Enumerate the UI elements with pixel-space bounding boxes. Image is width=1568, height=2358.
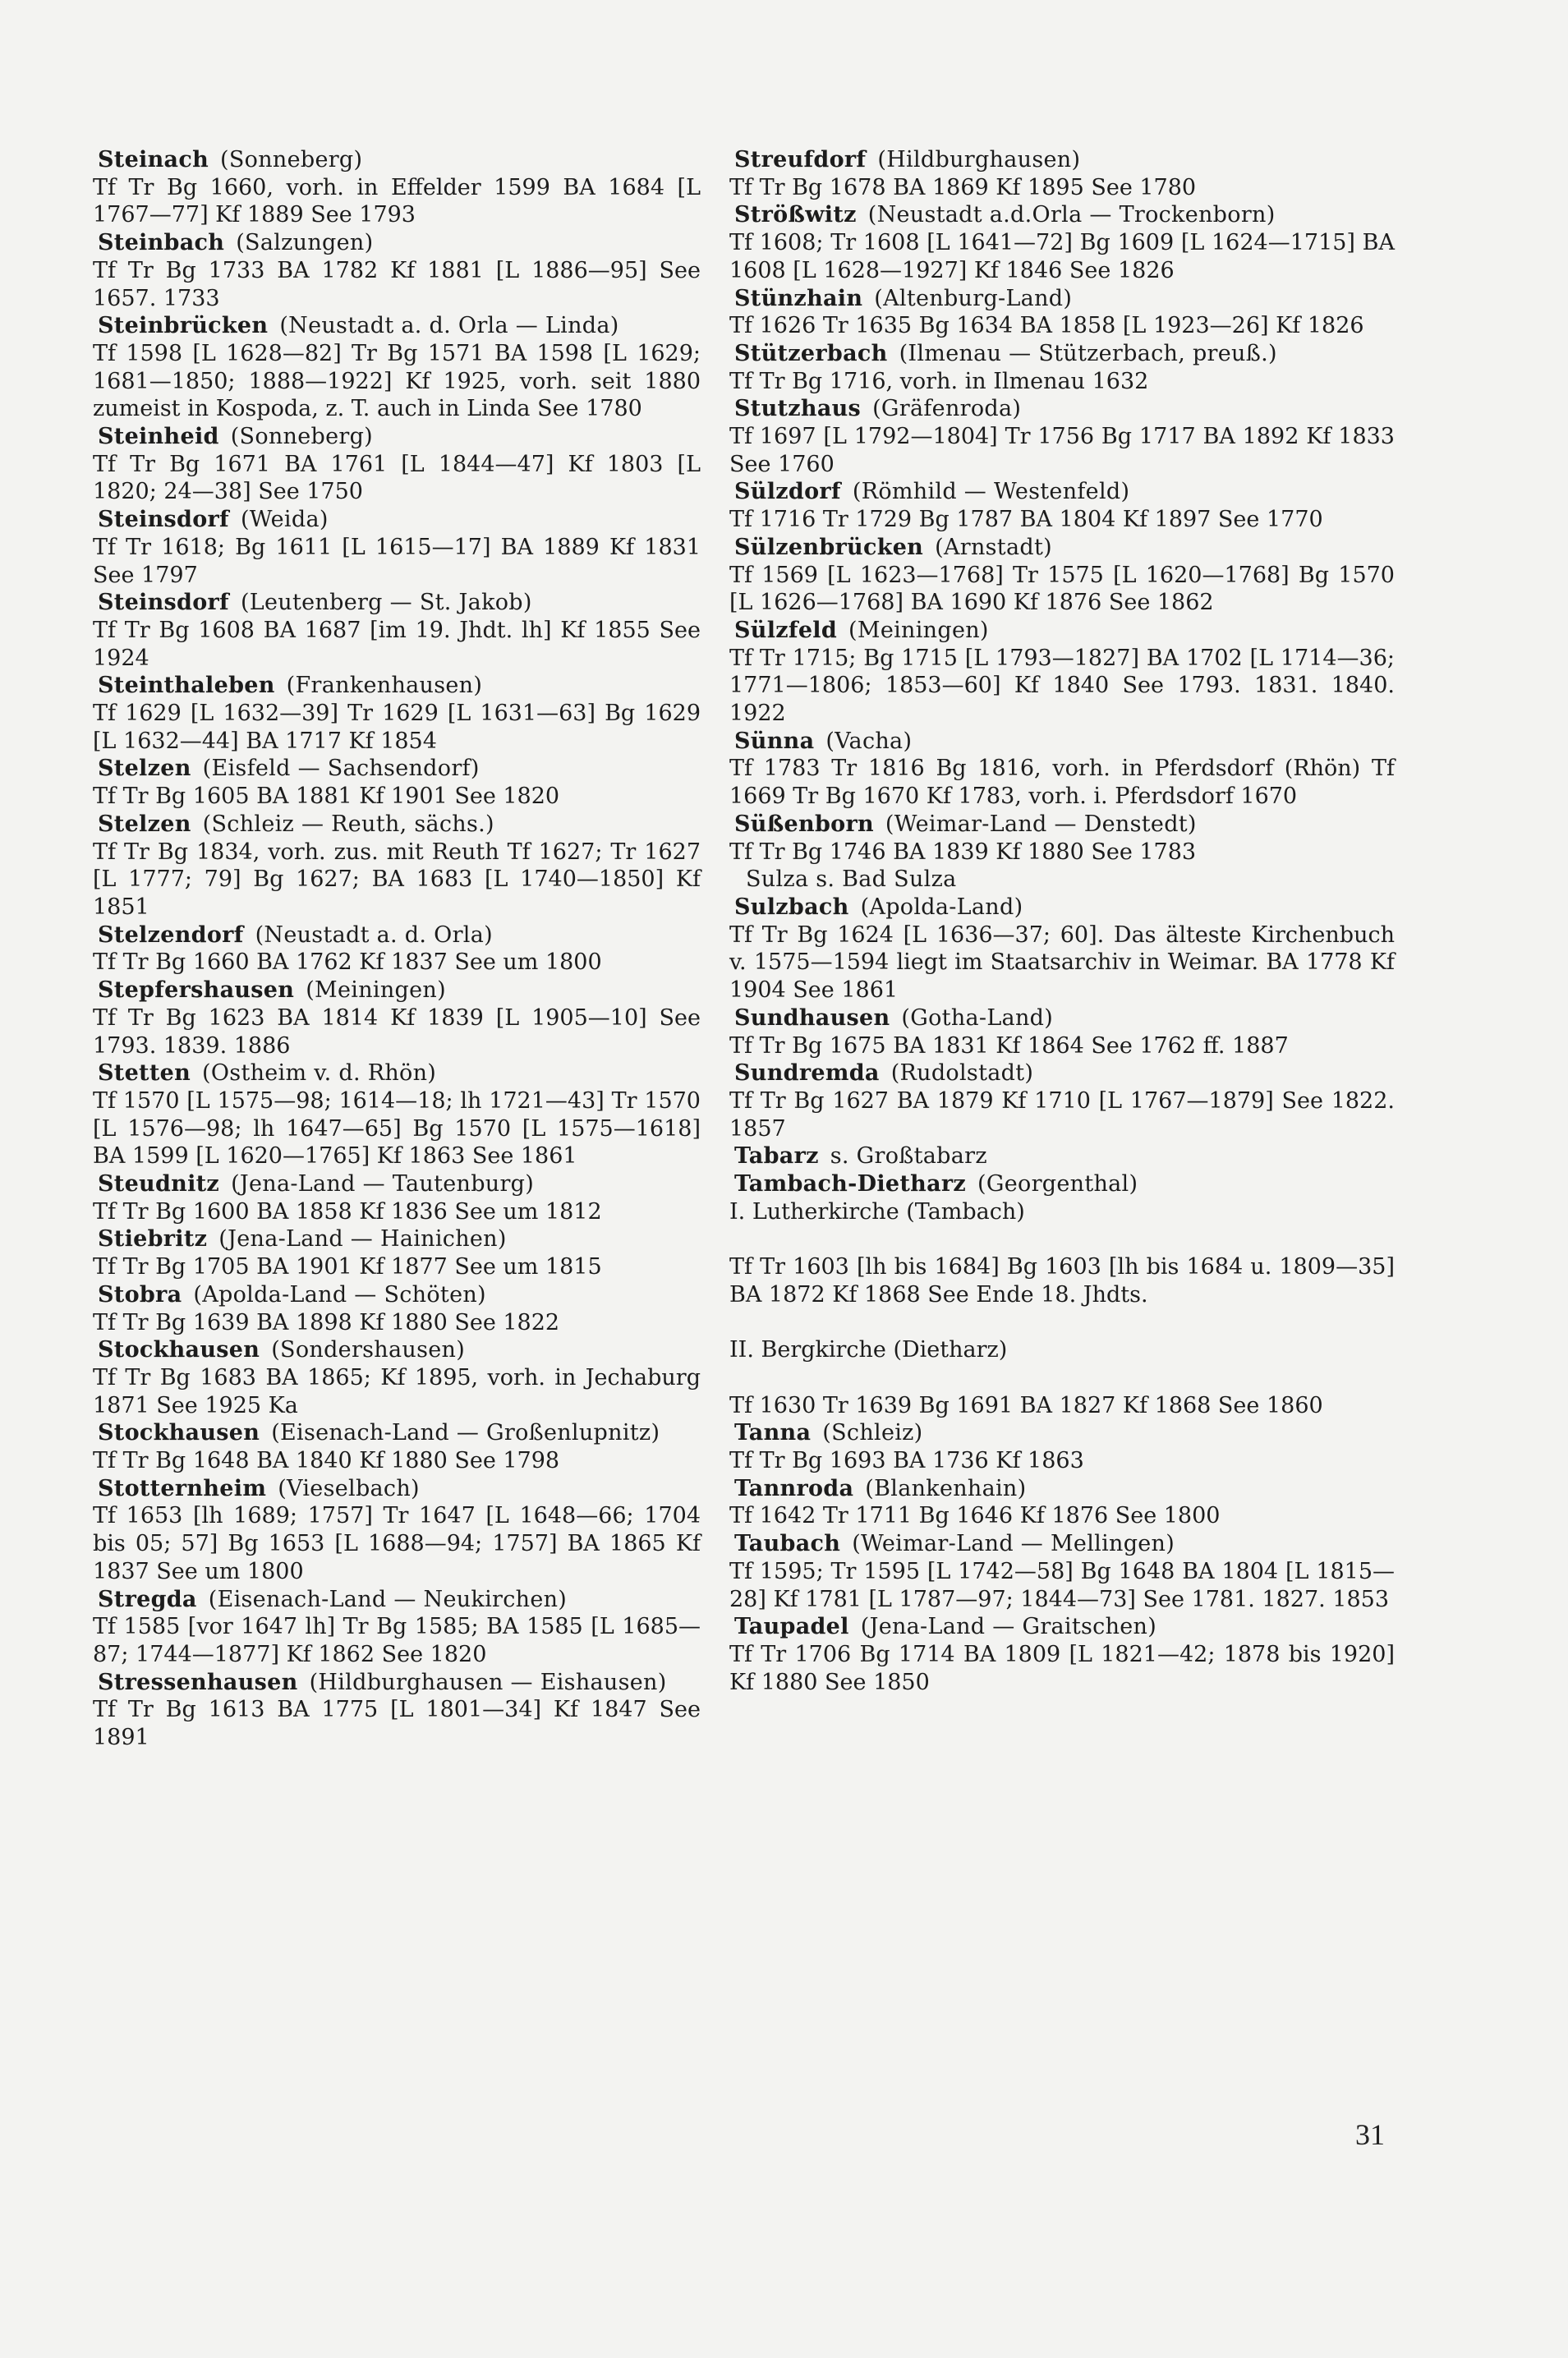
entry — [93, 811, 701, 922]
place-name: Steinsdorf — [98, 507, 229, 533]
entry-text: Tf Tr Bg 1627 BA 1879 Kf 1710 [L 1767—1879] See 1822. 1857 — [729, 1087, 1395, 1142]
place-name: Stressenhausen — [98, 1669, 298, 1695]
entry — [729, 201, 1395, 284]
place-name: Steinach — [98, 147, 209, 172]
place-name: Steinbrücken — [98, 313, 269, 339]
entry — [729, 617, 1395, 728]
place-name: Süßenborn — [734, 811, 874, 837]
entry-text: Tf Tr Bg 1746 BA 1839 Kf 1880 See 1783 — [729, 839, 1197, 865]
entry — [93, 1586, 701, 1669]
entry — [729, 1309, 1395, 1364]
entry-text: Tf Tr Bg 1605 BA 1881 Kf 1901 See 1820 — [93, 784, 560, 810]
entry-text: Tf 1630 Tr 1639 Bg 1691 BA 1827 Kf 1868 See 1860 — [729, 1392, 1323, 1418]
entry-text: II. Bergkirche (Dietharz) — [729, 1337, 1008, 1363]
entry-text: Tf Tr Bg 1678 BA 1869 Kf 1895 See 1780 — [729, 174, 1197, 200]
region-label: (Schleiz — Reuth, sächs.) — [202, 811, 494, 837]
entry — [729, 395, 1395, 478]
entry — [93, 755, 701, 810]
place-name: Steudnitz — [98, 1171, 220, 1197]
region-label: (Sondershausen) — [271, 1337, 466, 1363]
place-name: Sünna — [734, 728, 815, 754]
entry-text: Tf 1629 [L 1632—39] Tr 1629 [L 1631—63] Bg 1629 [L 1632—44] BA 1717 Kf 1854 — [93, 701, 701, 754]
place-name: Sülzfeld — [734, 617, 838, 643]
place-name: Steinthaleben — [98, 673, 275, 699]
place-name: Stobra — [98, 1281, 182, 1308]
place-name: Tanna — [734, 1420, 812, 1446]
region-label: (Eisenach-Land — Großenlupnitz) — [271, 1420, 660, 1446]
place-name: Taubach — [734, 1531, 841, 1557]
region-label: (Jena-Land — Hainichen) — [218, 1226, 507, 1253]
place-name: Strößwitz — [734, 202, 857, 228]
region-label: (Salzungen) — [236, 230, 374, 256]
region-label: (Apolda-Land) — [860, 894, 1023, 920]
entry — [93, 312, 701, 423]
entry — [93, 1059, 701, 1170]
entry-text: Tf Tr Bg 1660 BA 1762 Kf 1837 See um 1800 — [93, 949, 602, 976]
region-label: (Arnstadt) — [935, 534, 1052, 560]
place-name: Tannroda — [734, 1475, 854, 1501]
entry-text: Tf 1585 [vor 1647 lh] Tr Bg 1585; BA 1585 [L 1685—87; 1744—1877] Kf 1862 See 1820 — [93, 1614, 701, 1667]
entry-text: Tf 1697 [L 1792—1804] Tr 1756 Bg 1717 BA 1892 Kf 1833 See 1760 — [729, 424, 1395, 477]
entry-text: Tf 1653 [lh 1689; 1757] Tr 1647 [L 1648—66; 1704 bis 05; 57] Bg 1653 [L 1688—94; 1757] BA 1865 Kf 1837 See um 1800 — [93, 1503, 701, 1584]
entry — [93, 146, 701, 229]
entry — [729, 1696, 1395, 1724]
entry-text: Tf Tr Bg 1600 BA 1858 Kf 1836 See um 1812 — [93, 1198, 602, 1225]
right-column — [729, 146, 1395, 1724]
entry-text: Tf Tr Bg 1716, vorh. in Ilmenau 1632 — [729, 368, 1149, 394]
place-name: Sundhausen — [734, 1004, 890, 1031]
entry — [93, 1225, 701, 1280]
entry-text: Tf Tr Bg 1683 BA 1865; Kf 1895, vorh. in Jechaburg 1871 See 1925 Ka — [93, 1364, 701, 1418]
place-name: Stetten — [98, 1060, 191, 1087]
entry-text: Tf Tr Bg 1624 [L 1636—37; 60]. Das älteste Kirchenbuch v. 1575—1594 liegt im Staatsarchiv in Weimar. BA 1778 Kf 1904 See 1861 — [729, 922, 1395, 1004]
entry — [729, 1364, 1395, 1419]
region-label: (Vacha) — [825, 728, 913, 754]
place-name: Stiebritz — [98, 1226, 208, 1253]
entry-text: I. Lutherkirche (Tambach) — [729, 1198, 1025, 1225]
place-name: Stepfershausen — [98, 977, 295, 1004]
region-label: (Neustadt a. d. Orla) — [255, 922, 493, 948]
place-name: Stockhausen — [98, 1337, 260, 1363]
region-label: (Georgenthal) — [977, 1171, 1138, 1197]
entry — [93, 922, 701, 977]
entry-text: Tf 1626 Tr 1635 Bg 1634 BA 1858 [L 1923—26] Kf 1826 — [729, 313, 1364, 339]
region-label: (Weimar-Land — Denstedt) — [885, 811, 1197, 837]
region-label: (Rudolstadt) — [890, 1060, 1034, 1087]
place-name: Stregda — [98, 1586, 197, 1612]
region-label: (Leutenberg — St. Jakob) — [240, 590, 532, 616]
entry — [93, 672, 701, 755]
entry-text: Tf Tr Bg 1639 BA 1898 Kf 1880 See 1822 — [93, 1309, 560, 1335]
entry — [93, 1419, 701, 1474]
entry — [93, 506, 701, 589]
entry — [729, 1475, 1395, 1530]
region-label: (Weimar-Land — Mellingen) — [852, 1531, 1175, 1557]
entry-text: Tf Tr Bg 1733 BA 1782 Kf 1881 [L 1886—95] See 1657. 1733 — [93, 257, 701, 311]
entry — [93, 977, 701, 1059]
entry-text: Tf Tr 1618; Bg 1611 [L 1615—17] BA 1889 Kf 1831 See 1797 — [93, 534, 701, 588]
region-label: Sulza s. Bad Sulza — [746, 866, 957, 893]
entry-text: Tf Tr Bg 1671 BA 1761 [L 1844—47] Kf 1803 [L 1820; 24—38] See 1750 — [93, 451, 701, 505]
entry-text: Tf Tr 1706 Bg 1714 BA 1809 [L 1821—42; 1878 bis 1920] Kf 1880 See 1850 — [729, 1641, 1395, 1695]
entry — [729, 1613, 1395, 1696]
entry-text: Tf Tr Bg 1623 BA 1814 Kf 1839 [L 1905—10] See 1793. 1839. 1886 — [93, 1004, 701, 1059]
entry — [729, 1530, 1395, 1613]
place-name: Sulzbach — [734, 894, 849, 920]
entry — [729, 534, 1395, 617]
entry — [93, 589, 701, 672]
region-label: (Schleiz) — [822, 1420, 923, 1446]
entry — [93, 1170, 701, 1225]
entry — [729, 811, 1395, 866]
region-label: (Weida) — [240, 507, 329, 533]
entry — [729, 285, 1395, 340]
entry-text: Tf Tr Bg 1648 BA 1840 Kf 1880 See 1798 — [93, 1448, 560, 1474]
entry — [93, 1669, 701, 1752]
entry — [93, 1336, 701, 1419]
region-label: (Sonneberg) — [220, 147, 363, 172]
entry — [729, 146, 1395, 201]
entry-text: Tf 1608; Tr 1608 [L 1641—72] Bg 1609 [L 1624—1715] BA 1608 [L 1628—1927] Kf 1846 See 1826 — [729, 230, 1395, 283]
region-label: (Hildburghausen — Eishausen) — [309, 1669, 667, 1695]
region-label: (Apolda-Land — Schöten) — [193, 1281, 486, 1308]
region-label: (Ostheim v. d. Rhön) — [202, 1060, 437, 1087]
place-name: Steinheid — [98, 424, 219, 450]
place-name: Stutzhaus — [734, 396, 862, 422]
entry — [729, 894, 1395, 1004]
region-label: (Gotha-Land) — [901, 1004, 1054, 1031]
region-label: (Meiningen) — [848, 617, 989, 643]
region-label: (Neustadt a. d. Orla — Linda) — [279, 313, 619, 339]
region-label: (Meiningen) — [306, 977, 446, 1004]
place-name: Sülzdorf — [734, 479, 841, 505]
region-label: (Römhild — Westenfeld) — [852, 479, 1130, 505]
entry-text: Tf 1595; Tr 1595 [L 1742—58] Bg 1648 BA 1804 [L 1815—28] Kf 1781 [L 1787—97; 1844—73] See 1781. 1827. 1853 — [729, 1558, 1395, 1612]
region-label: (Jena-Land — Tautenburg) — [231, 1171, 535, 1197]
entry-text: Tf 1642 Tr 1711 Bg 1646 Kf 1876 See 1800 — [729, 1503, 1221, 1529]
entry — [93, 1281, 701, 1336]
region-label: (Blankenhain) — [865, 1475, 1027, 1501]
place-name: Stützerbach — [734, 340, 888, 366]
entry — [729, 1059, 1395, 1142]
region-label: (Ilmenau — Stützerbach, preuß.) — [899, 340, 1277, 366]
entry-text: Tf Tr Bg 1660, vorh. in Effelder 1599 BA 1684 [L 1767—77] Kf 1889 See 1793 — [93, 174, 701, 228]
entry — [93, 1475, 701, 1586]
entry-text: Tf Tr Bg 1834, vorh. zus. mit Reuth Tf 1627; Tr 1627 [L 1777; 79] Bg 1627; BA 1683 [L 1740—1850] Kf 1851 — [93, 839, 701, 920]
region-label: s. Großtabarz — [830, 1143, 987, 1170]
entry-text: Tf Tr 1715; Bg 1715 [L 1793—1827] BA 1702 [L 1714—36; 1771—1806; 1853—60] Kf 1840 See 1793. 1831. 1840. 1922 — [729, 645, 1395, 727]
place-name: Steinbach — [98, 230, 225, 256]
place-name: Tabarz — [734, 1143, 819, 1170]
entry — [729, 1004, 1395, 1059]
entry-text: Tf Tr Bg 1675 BA 1831 Kf 1864 See 1762 ff. 1887 — [729, 1032, 1289, 1059]
place-name: Stelzendorf — [98, 922, 244, 948]
region-label: (Eisenach-Land — Neukirchen) — [208, 1586, 568, 1612]
place-name: Stelzen — [98, 756, 191, 782]
entry-text: Tf Tr Bg 1705 BA 1901 Kf 1877 See um 1815 — [93, 1254, 602, 1280]
left-column — [93, 146, 701, 1752]
entry-text: Tf Tr Bg 1693 BA 1736 Kf 1863 — [729, 1448, 1084, 1474]
region-label: (Jena-Land — Graitschen) — [860, 1614, 1157, 1640]
region-label: (Eisfeld — Sachsendorf) — [202, 756, 480, 782]
place-name: Sundremda — [734, 1060, 880, 1087]
entry-text: Tf 1716 Tr 1729 Bg 1787 BA 1804 Kf 1897 See 1770 — [729, 507, 1323, 533]
place-name: Stünzhain — [734, 285, 863, 311]
place-name: Stelzen — [98, 811, 191, 837]
region-label: (Hildburghausen) — [877, 147, 1081, 172]
entry-text: Tf 1783 Tr 1816 Bg 1816, vorh. in Pferdsdorf (Rhön) Tf 1669 Tr Bg 1670 Kf 1783, vorh. i. Pferdsdorf 1670 — [729, 756, 1395, 810]
entry — [729, 1419, 1395, 1474]
page-number: 31 — [1355, 2118, 1385, 2151]
entry — [729, 728, 1395, 811]
entry — [729, 478, 1395, 533]
region-label: (Frankenhausen) — [286, 673, 483, 699]
entry — [729, 866, 1395, 894]
region-label: (Sonneberg) — [230, 424, 374, 450]
entry — [729, 1142, 1395, 1170]
place-name: Tambach-Dietharz — [734, 1171, 967, 1197]
entry — [93, 423, 701, 506]
entry-text: Tf Tr Bg 1608 BA 1687 [im 19. Jhdt. lh] Kf 1855 See 1924 — [93, 617, 701, 671]
entry-text: Tf 1569 [L 1623—1768] Tr 1575 [L 1620—1768] Bg 1570 [L 1626—1768] BA 1690 Kf 1876 See 1862 — [729, 562, 1395, 616]
place-name: Sülzenbrücken — [734, 534, 924, 560]
place-name: Stotternheim — [98, 1475, 267, 1501]
region-label: (Neustadt a.d.Orla — Trockenborn) — [867, 202, 1276, 228]
place-name: Streufdorf — [734, 147, 867, 172]
entry-text: Tf 1598 [L 1628—82] Tr Bg 1571 BA 1598 [L 1629; 1681—1850; 1888—1922] Kf 1925, vorh. seit 1880 zumeist in Kospoda, z. T. auch in Linda See 1780 — [93, 340, 701, 422]
region-label: (Gräfenroda) — [872, 396, 1022, 422]
entry — [729, 1170, 1395, 1225]
entry — [729, 340, 1395, 395]
place-name: Stockhausen — [98, 1420, 260, 1446]
entry-text: Tf Tr Bg 1613 BA 1775 [L 1801—34] Kf 1847 See 1891 — [93, 1697, 701, 1751]
entry-text: Tf Tr 1603 [lh bis 1684] Bg 1603 [lh bis 1684 u. 1809—35] BA 1872 Kf 1868 See Ende 18. Jhdts. — [729, 1254, 1395, 1308]
place-name: Steinsdorf — [98, 590, 229, 616]
entry — [93, 229, 701, 312]
place-name: Taupadel — [734, 1614, 849, 1640]
region-label: (Vieselbach) — [278, 1475, 420, 1501]
region-label: (Altenburg-Land) — [874, 285, 1073, 311]
entry-text: Tf 1570 [L 1575—98; 1614—18; lh 1721—43] Tr 1570 [L 1576—98; lh 1647—65] Bg 1570 [L 1575—1618] BA 1599 [L 1620—1765] Kf 1863 See 1861 — [93, 1087, 701, 1170]
entry — [729, 1225, 1395, 1308]
